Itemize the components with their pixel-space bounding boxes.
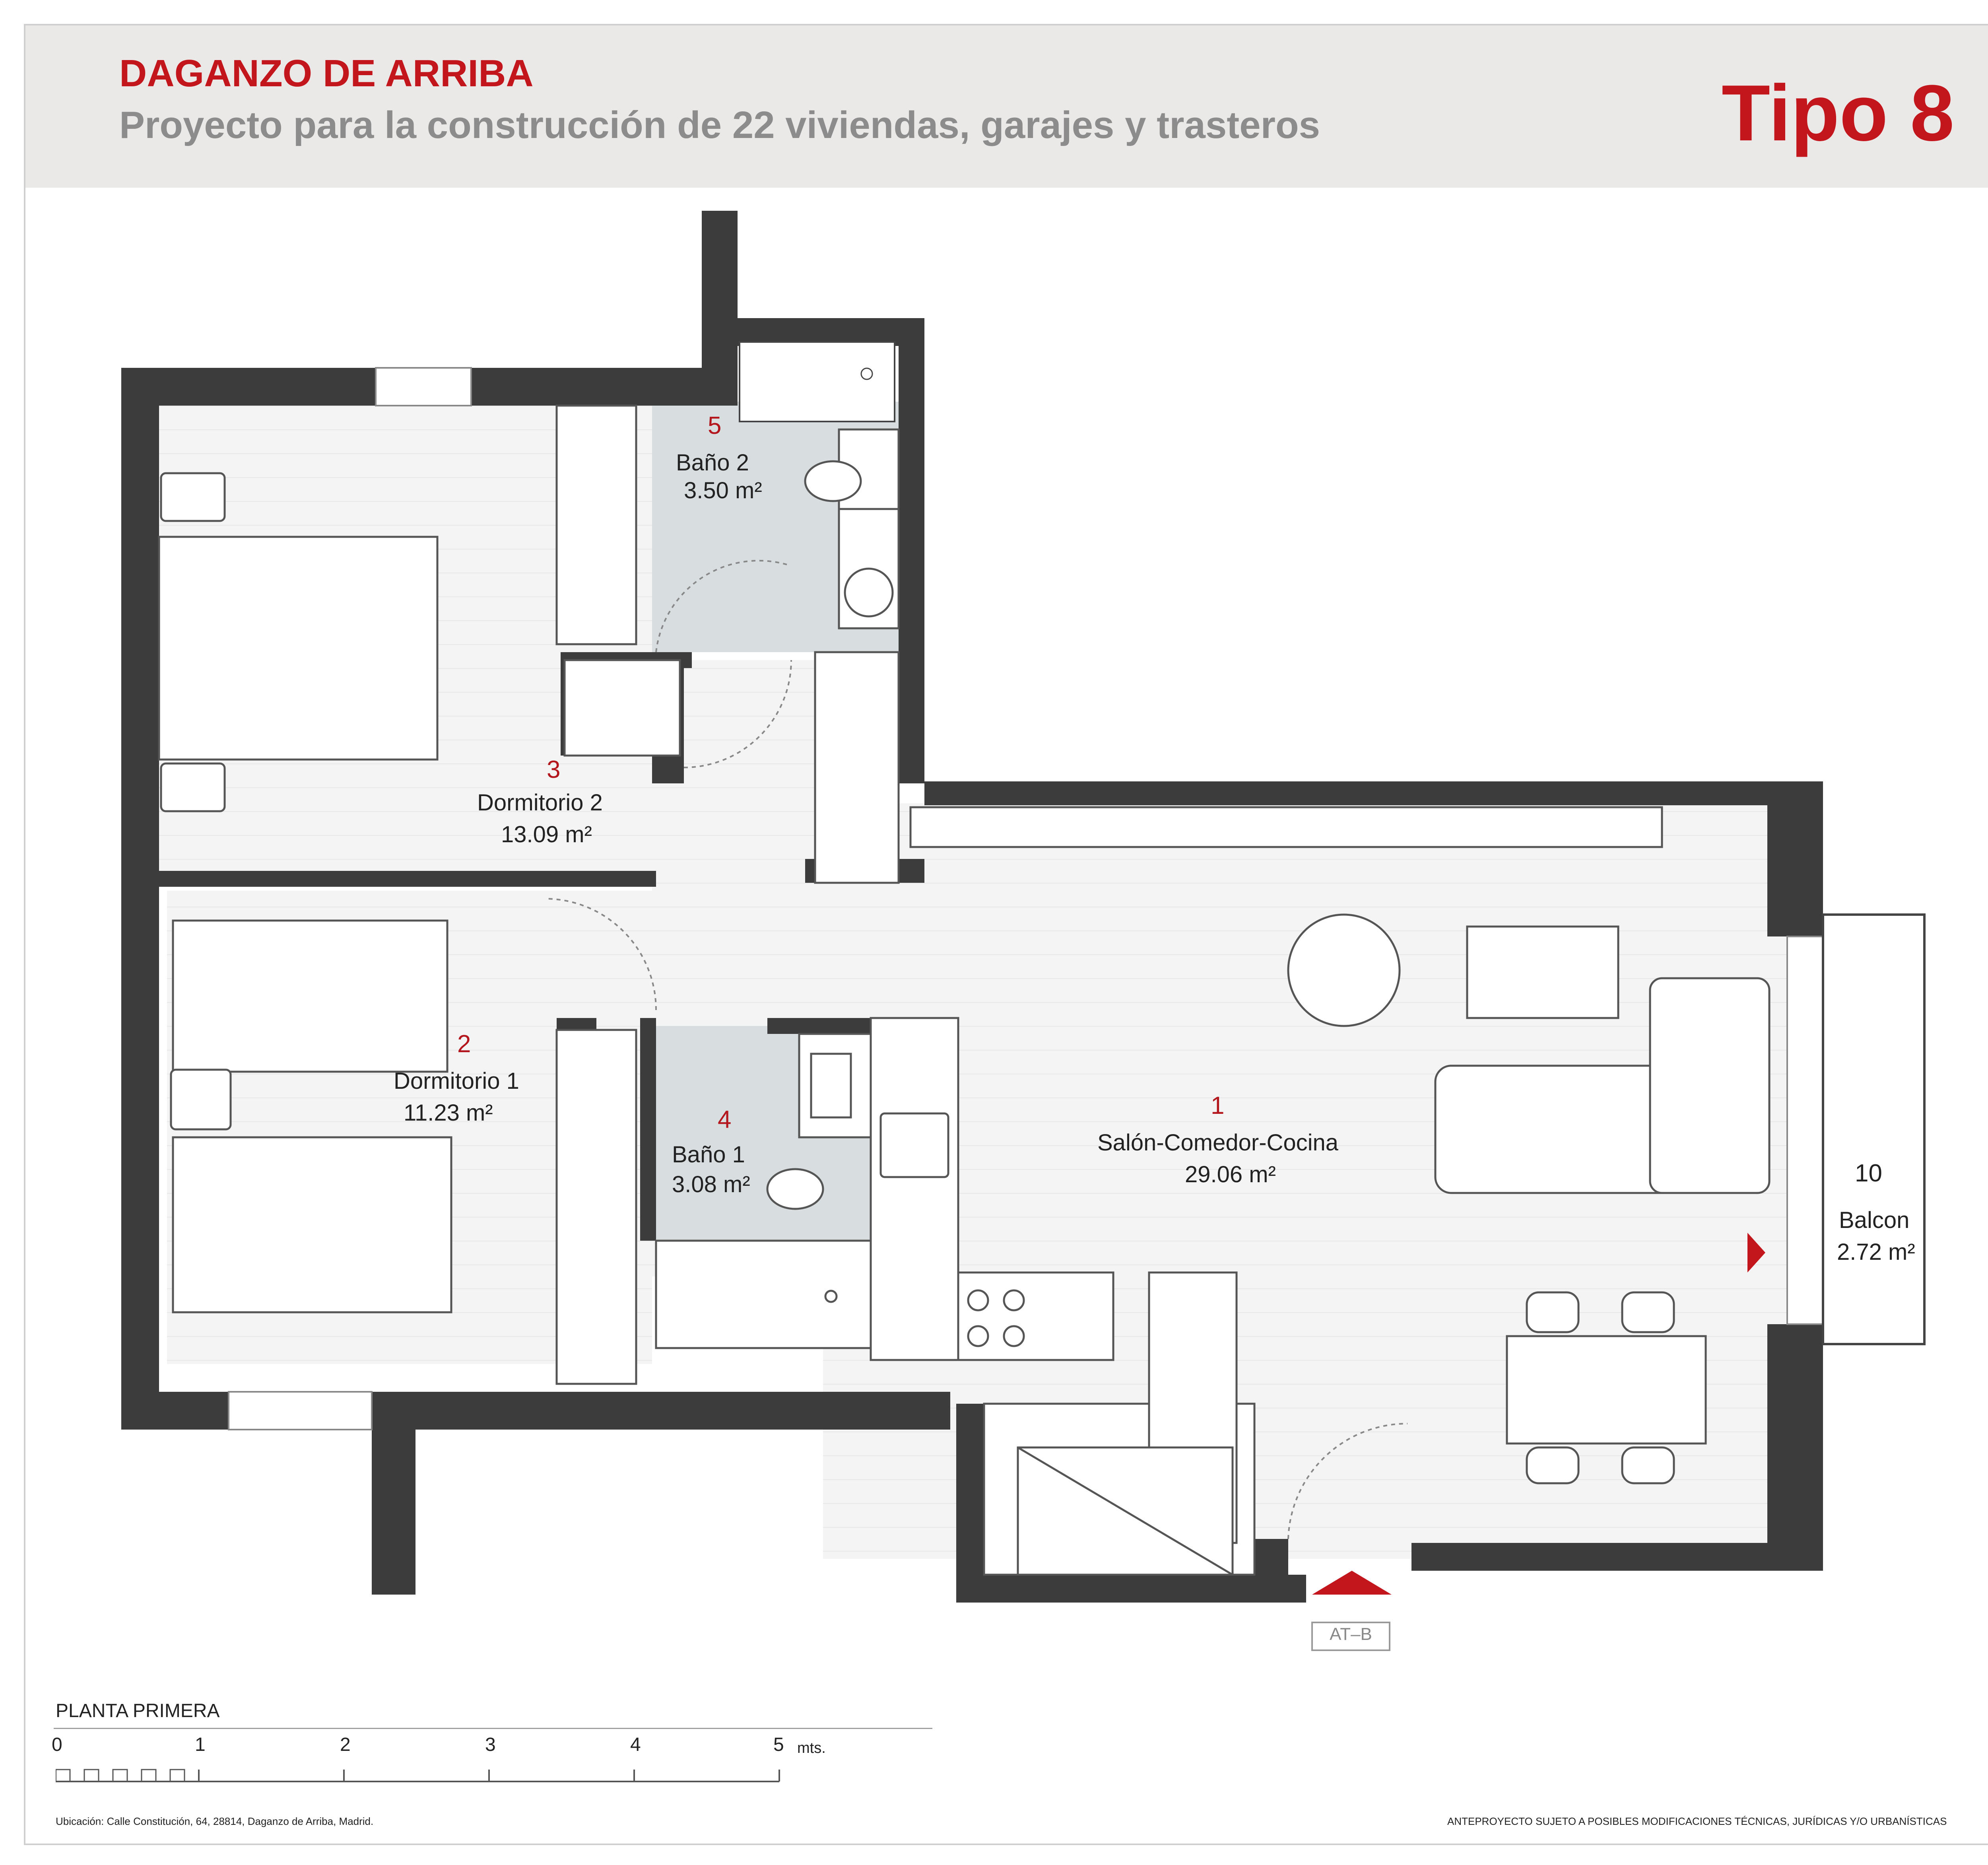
tipo-label: Tipo 8 [1722,69,1955,157]
entry-label: AT–B [1330,1624,1372,1644]
room-2-name: Dormitorio 1 [394,1068,519,1094]
scale-bar [56,1750,787,1793]
balcon-area [1823,915,1924,1344]
room-2-number: 2 [457,1030,471,1058]
project-title: DAGANZO DE ARRIBA [119,52,534,95]
scale-tick-5: 5 [773,1734,784,1755]
room-5-number: 5 [708,412,722,439]
entry-arrow [1312,1571,1392,1595]
room-4-area: 3.08 m² [672,1171,750,1197]
room-4-name: Baño 1 [672,1142,745,1168]
project-subtitle: Proyecto para la construcción de 22 viviendas, garajes y trasteros [119,104,1320,146]
scale-divider [54,1728,932,1729]
room-5-area: 3.50 m² [684,478,762,503]
room-5-name: Baño 2 [676,450,749,476]
room-1-area: 29.06 m² [1185,1162,1276,1187]
upper-storage [740,342,895,422]
scale-unit: mts. [797,1740,826,1756]
scale-tick-3: 3 [485,1734,496,1755]
room-1-name: Salón-Comedor-Cocina [1097,1130,1339,1156]
room-3-area: 13.09 m² [501,822,592,847]
scale-tick-1: 1 [195,1734,206,1755]
scale-tick-4: 4 [630,1734,641,1755]
scale-title: PLANTA PRIMERA [56,1700,220,1721]
scale-tick-2: 2 [340,1734,351,1755]
room-10-area: 2.72 m² [1837,1239,1915,1265]
footer-disclaimer: ANTEPROYECTO SUJETO A POSIBLES MODIFICACIONES TÉCNICAS, JURÍDICAS Y/O URBANÍSTICAS [1447,1815,1947,1827]
room-10-name: Balcon [1839,1207,1910,1233]
room-2-area: 11.23 m² [404,1100,493,1126]
scale-tick-0: 0 [52,1734,62,1755]
room-1-number: 1 [1211,1092,1225,1119]
room-10-number: 10 [1855,1160,1882,1187]
room-3-name: Dormitorio 2 [477,790,603,816]
footer-location: Ubicación: Calle Constitución, 64, 28814, Daganzo de Arriba, Madrid. [56,1815,374,1827]
room-3-number: 3 [547,756,561,783]
room-4-number: 4 [718,1106,732,1133]
